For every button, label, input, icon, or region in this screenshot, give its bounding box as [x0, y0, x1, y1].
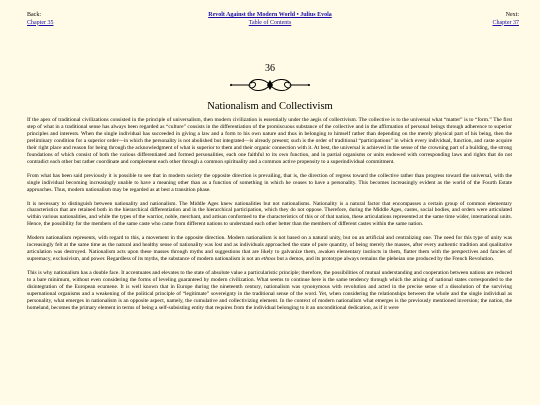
paragraph: It is necessary to distinguish between nationality and nationalism. The Middle Ages knew nationalities but not nationalisms. Nationality is a natural factor that encompasses a certain group of common elementary characteristics that are retained both in the hierarchical differentiation and in the hierarchical participation, which they do not oppose. Therefore, during the Middle Ages, castes, social bodies, and orders were articulated within various nationalities, and while the types of the warrior, noble, merchant, and artisan conformed to the characteristics of this or of that nation, these articulations represented at the same time wider, international units. Hence, the possibility for the members of the same caste who came from different nations to understand each other better than the members of different castes within the same nation.	[27, 200, 512, 228]
paragraph	[27, 235, 512, 263]
table-of-contents-link[interactable]: Table of Contents	[248, 19, 292, 26]
paragraph-text-tail: but a demos, and its prototype always remains the plebeian one produced by the French Revolution.	[275, 256, 495, 263]
paragraph-text: Modern nationalism represents, with regard to this, a movement in the opposite direction. Modern nationalism is not based on a natural unity, but on an artificial and centralizing one. The need for this type of unity was increasingly felt at the same time as the natural and healthy sense of nationality was lost and as individuals approached the state of pure quantity, of being merely the masses, after every authentic tradition and qualitative articulation was destroyed. Nationalism acts upon these masses through myths and suggestions that are likely to galvanize them, awaken elementary instincts in them, flatter them with the perspectives and fancies of supremacy, exclusivism, and power. Regardless of its myths, the substance of modern nationalism is not an	[27, 235, 512, 263]
chapter-number: 36	[265, 63, 275, 74]
book-title-link[interactable]: Revolt Against the Modern World • Julius Evola	[208, 12, 332, 18]
chapter-body	[27, 117, 512, 319]
nav-center	[0, 12, 540, 27]
flourish-ornament-icon	[228, 74, 312, 96]
ornament-divider	[0, 74, 540, 101]
chapter-title: Nationalism and Collectivism	[207, 101, 333, 112]
paragraph: From what has been said previously it is possible to see that in modern society the opposite direction is prevailing, that is, the direction of regress toward the collective rather than progress toward the universal, with the single individual becoming increasingly unable to have a meaning other than as a function of something in which he ceases to have a personality. This becomes increasingly evident as the world of the Fourth Estate approaches. Thus, modern nationalism may be regarded as at best a transition phase.	[27, 172, 512, 193]
back-label: Back:	[27, 12, 41, 18]
previous-chapter-link[interactable]: Chapter 35	[27, 19, 54, 26]
next-chapter-link[interactable]: Chapter 37	[492, 19, 519, 26]
nav-next	[493, 12, 520, 27]
paragraph: This is why nationalism has a double face. It accentuates and elevates to the state of absolute value a particularistic principle; therefore, the possibilities of mutual understanding and cooperation between nations are reduced to a bare minimum, without even considering the forms of leveling guaranteed by modern civilization. What seems to continue here is the same tendency through which the arising of national states corresponded to the disintegration of the European ecumene. It is well known that in Europe during the nineteenth century, nationalism was synonymous with revolution and acted in the precise sense of a dissolution of the surviving supernational organisms and a weakening of the political principle of “legitimate” sovereignty in the traditional sense of the word. Yet, when considering the relationships between the whole and the single individual as personality, what emerges in nationalism is an opposite aspect, namely, the cumulative and collectivizing element. In the context of modern nationalism what emerges is the previously mentioned inversion; the nation, the homeland, becomes the primary element in terms of being a self-subsisting entity that requires from the individual belonging to it an unconditional dedication, as if it were	[27, 270, 512, 311]
italic-term: ethnos	[261, 256, 276, 263]
navigation-bar	[0, 12, 540, 32]
next-label: Next:	[505, 12, 519, 18]
paragraph: If the apex of traditional civilizations consisted in the principle of universalism, then modern civilization is essentially under the aegis of collectivism. The collective is to the universal what “matter” is to “form.” The first step of what in a traditional sense has always been regarded as “culture” consists in the differentiation of the promiscuous substance of the collective and in the affirmation of personal beings through adherence to superior principles and interests. When the single individual has succeeded in giving a law and a form to his own nature and thus in belonging to himself rather than depending on the merely physical part of his being, then the preliminary condition for a superior order—in which the personality is not abolished but integrated—is already present; such is the order of traditional “participations” in which every individual, function, and caste acquire their right place and reason for being through the acknowledgment of what is superior to them and their organic connection with it. At best, the universal is achieved in the sense of the crowning part of a building, the strong foundations of which consist of both the various differentiated and formed personalities, each one faithful to its own function, and in partial organisms or units endowed with corresponding laws and rights that do not contradict each other but rather coordinate and complement each other through a common spirituality and a common active propensity to a superindividual commitment.	[27, 117, 512, 165]
